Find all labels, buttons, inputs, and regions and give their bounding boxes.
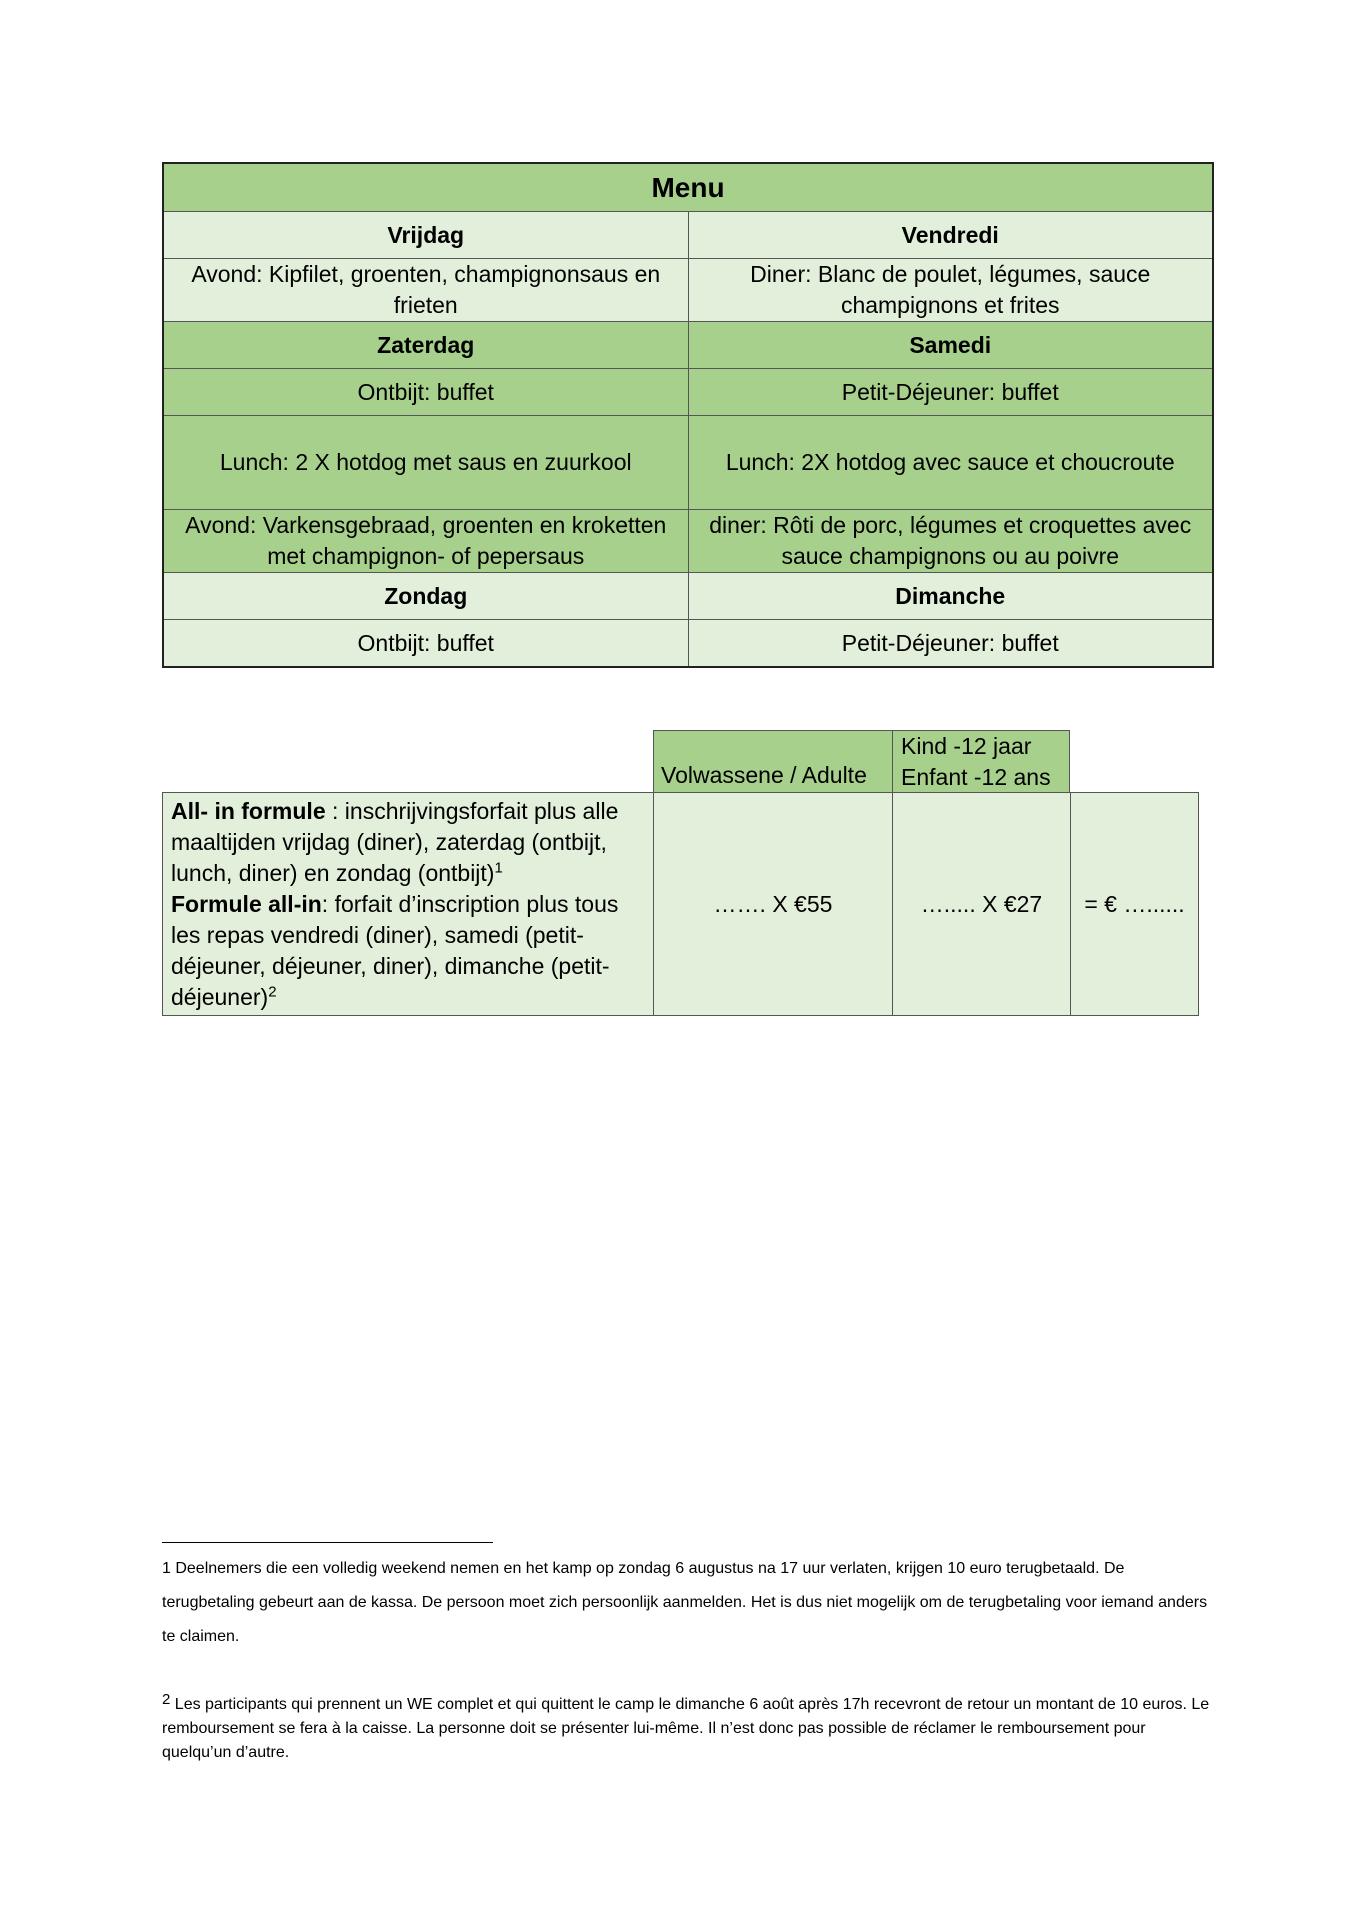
- total-field[interactable]: = € …......: [1071, 793, 1199, 1016]
- formula-fr-text: : forfait d’inscription plus tous les repas vendredi (diner), samedi (petit-déjeuner, déjeuner, diner), dimanche (petit-déjeuner): [171, 890, 619, 1010]
- footnote-2-number: 2: [162, 1691, 171, 1708]
- saturday-fr-heading: Samedi: [688, 322, 1213, 369]
- saturday-nl-lunch: Lunch: 2 X hotdog met saus en zuurkool: [163, 416, 688, 510]
- footnote-2: [162, 1693, 1212, 1765]
- adult-price-field[interactable]: ……. X €55: [654, 793, 893, 1016]
- adult-header-label: Volwassene / Adulte: [661, 762, 867, 788]
- footnote-separator: [162, 1542, 493, 1543]
- saturday-nl-dinner: Avond: Varkensgebraad, groenten en kroketten met champignon- of pepersaus: [163, 510, 688, 573]
- formula-nl-title: All- in formule: [171, 797, 326, 824]
- friday-fr-dinner: Diner: Blanc de poulet, légumes, sauce champignons et frites: [688, 259, 1213, 322]
- formula-description: [163, 793, 654, 1016]
- footnote-2-text: Les participants qui prennent un WE complet et qui quittent le camp le dimanche 6 août après 17h recevront de retour un montant de 10 euros. Le remboursement se fera à la caisse. La personne doit se présenter lui-même. Il n’est donc pas possible de réclamer le remboursement pour quelqu’un d’autre.: [162, 1696, 1210, 1761]
- saturday-nl-heading: Zaterdag: [163, 322, 688, 369]
- footnote-ref-2[interactable]: 2: [268, 982, 277, 1000]
- formula-fr-title: Formule all-in: [171, 890, 322, 917]
- saturday-fr-breakfast: Petit-Déjeuner: buffet: [688, 369, 1213, 416]
- child-header-line1: Kind -12 jaar: [901, 733, 1032, 759]
- price-table: [162, 792, 1199, 1016]
- friday-nl-heading: Vrijdag: [163, 212, 688, 259]
- adult-column-header: [653, 730, 893, 793]
- formula-nl-text: : inschrijvingsforfait plus alle maaltijden vrijdag (diner), zaterdag (ontbijt, lunch, diner) en zondag (ontbijt): [171, 797, 619, 886]
- child-column-header: [892, 730, 1070, 793]
- saturday-fr-lunch: Lunch: 2X hotdog avec sauce et choucroute: [688, 416, 1213, 510]
- sunday-fr-breakfast: Petit-Déjeuner: buffet: [688, 620, 1213, 668]
- footnote-ref-1[interactable]: 1: [494, 858, 503, 876]
- menu-title: Menu: [163, 163, 1213, 212]
- friday-fr-heading: Vendredi: [688, 212, 1213, 259]
- child-header-line2: Enfant -12 ans: [901, 764, 1051, 790]
- friday-nl-dinner: Avond: Kipfilet, groenten, champignonsaus en frieten: [163, 259, 688, 322]
- sunday-fr-heading: Dimanche: [688, 573, 1213, 620]
- menu-table: [162, 162, 1214, 668]
- saturday-fr-dinner: diner: Rôti de porc, légumes et croquettes avec sauce champignons ou au poivre: [688, 510, 1213, 573]
- sunday-nl-breakfast: Ontbijt: buffet: [163, 620, 688, 668]
- footnote-1: 1 Deelnemers die een volledig weekend nemen en het kamp op zondag 6 augustus na 17 uur verlaten, krijgen 10 euro terugbetaald. De terugbetaling gebeurt aan de kassa. De persoon moet zich persoonlijk aanmelden. Het is dus niet mogelijk om de terugbetaling voor iemand anders te claimen.: [162, 1560, 1208, 1645]
- child-price-field[interactable]: …..... X €27: [893, 793, 1071, 1016]
- sunday-nl-heading: Zondag: [163, 573, 688, 620]
- saturday-nl-breakfast: Ontbijt: buffet: [163, 369, 688, 416]
